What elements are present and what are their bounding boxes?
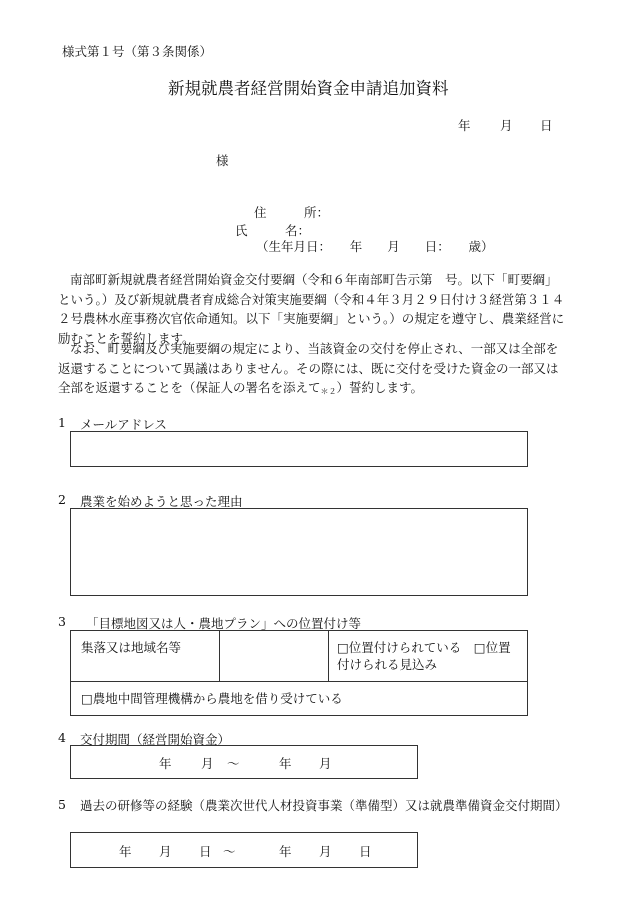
plan-table [70, 630, 528, 716]
birth-date-line: （生年月日： 年 月 日： 歳） [256, 239, 494, 254]
form-style-label: 様式第１号（第３条関係） [62, 44, 213, 59]
date-month-label: 月 [500, 118, 513, 133]
section-5-label: 過去の研修等の経験（農業次世代人材投資事業（準備型）又は就農準備資金交付期間） [80, 798, 568, 813]
training-period-field[interactable] [70, 832, 418, 868]
section-4-number: 4 [58, 730, 66, 745]
status-checkboxes[interactable]: □位置付けられている □位置付けられる見込み [337, 640, 511, 672]
period-separator: ～ [227, 756, 240, 771]
area-label-cell [71, 631, 220, 682]
reason-field[interactable] [70, 508, 528, 596]
training-separator: ～ [223, 844, 236, 859]
email-field[interactable] [70, 431, 528, 467]
date-year-label: 年 [458, 118, 471, 133]
training-end-year: 年 [279, 844, 292, 859]
training-start-month: 月 [159, 844, 172, 859]
section-5-number: 5 [58, 797, 66, 812]
training-start-day: 日 [199, 844, 212, 859]
farmland-cell[interactable] [71, 682, 528, 716]
area-input-cell[interactable] [220, 631, 329, 682]
addressee-suffix: 様 [216, 153, 229, 168]
footnote-mark: ＊２ [320, 387, 337, 396]
training-end-day: 日 [359, 844, 372, 859]
section-2-number: 2 [58, 492, 66, 507]
status-cell[interactable] [329, 631, 528, 682]
section-4-label: 交付期間（経営開始資金） [80, 732, 231, 747]
section-3-number: 3 [58, 614, 66, 629]
pledge-paragraph-2 [58, 339, 568, 402]
pledge-paragraph-1: 南部町新規就農者経営開始資金交付要綱（令和６年南部町告示第 号。以下「町要綱」という。）及び新規就農者育成総合対策実施要綱（令和４年３月２９日付け３経営第３１４２号農林水産事務次官依命通知。以下「実施要綱」という。）の規定を遵守し、農業経営に励むことを誓約します。 [58, 272, 565, 346]
section-1-label: メールアドレス [80, 417, 167, 432]
page-title: 新規就農者経営開始資金申請追加資料 [168, 79, 449, 98]
address-label: 住 所： [254, 205, 330, 220]
section-2-label: 農業を始めようと思った理由 [80, 494, 243, 509]
period-end-month: 月 [319, 756, 332, 771]
section-3-label: 「目標地図又は人・農地プラン」への位置付け等 [86, 616, 362, 631]
section-1-number: 1 [58, 415, 66, 430]
date-day-label: 日 [540, 118, 553, 133]
training-end-month: 月 [319, 844, 332, 859]
area-label: 集落又は地域名等 [81, 640, 182, 655]
grant-period-field[interactable] [70, 745, 418, 779]
name-label: 氏 名： [235, 223, 311, 238]
period-start-month: 月 [201, 756, 214, 771]
pledge-paragraph-2-end: ）誓約します。 [336, 380, 424, 395]
farmland-checkbox[interactable]: □農地中間管理機構から農地を借り受けている [81, 691, 343, 706]
pledge-paragraph-2-main: なお、町要綱及び実施要綱の規定により、当該資金の交付を停止され、一部又は全部を返還することについて異議はありません。その際には、既に交付を受けた資金の一部又は全部を返還することを（保証人の署名を添えて [58, 341, 559, 395]
training-start-year: 年 [119, 844, 132, 859]
period-start-year: 年 [159, 756, 172, 771]
period-end-year: 年 [279, 756, 292, 771]
